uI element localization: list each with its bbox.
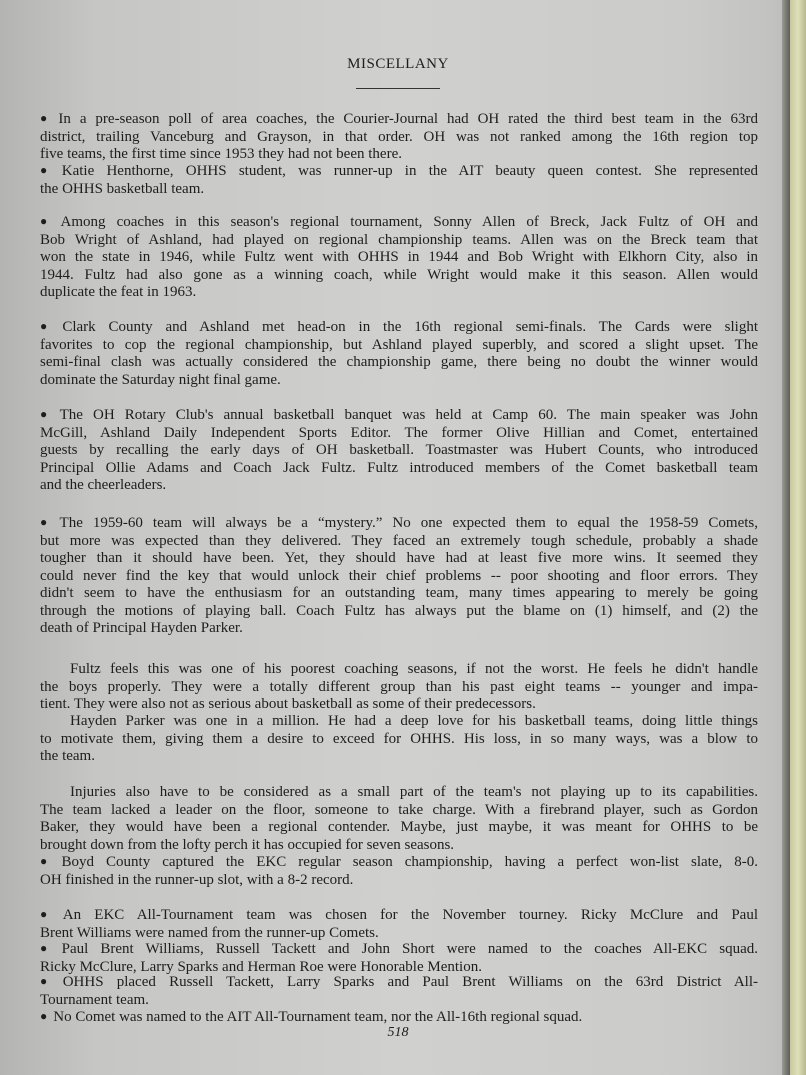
book-cover-edge xyxy=(790,0,806,1075)
text-line xyxy=(40,974,758,992)
bullet-icon: ● xyxy=(40,111,53,125)
line-text: tougher than it should have been. Yet, they should have had at least five more wins. It seemed they xyxy=(40,550,758,566)
text-line xyxy=(40,802,758,820)
text-line xyxy=(40,249,758,267)
text-line xyxy=(40,568,758,586)
line-text: An EKC All-Tournament team was chosen for the November tourney. Ricky McClure and Paul xyxy=(62,907,758,923)
text-line xyxy=(40,784,758,802)
line-text: The team lacked a leader on the floor, someone to take charge. With a firebrand player, such as Gordon xyxy=(40,801,758,818)
line-text: the team. xyxy=(40,748,95,764)
bullet-item xyxy=(40,111,758,164)
line-text: Tournament team. xyxy=(40,991,149,1008)
line-text: McGill, Ashland Daily Independent Sports Editor. The former Olive Hillian and Comet, entertained xyxy=(40,424,758,441)
bullet-icon: ● xyxy=(40,319,57,333)
bullet-item xyxy=(40,515,758,638)
line-text: In a pre-season poll of area coaches, the Courier-Journal had OH rated the third best team in the 63rd xyxy=(58,111,759,127)
line-text: death of Principal Hayden Parker. xyxy=(40,620,243,636)
bullet-icon: ● xyxy=(40,515,54,529)
line-text: the boys properly. They were a totally different group than his past eight teams -- younger and impa- xyxy=(40,678,758,695)
text-line xyxy=(40,267,758,285)
text-line xyxy=(40,372,758,390)
text-line xyxy=(40,1009,758,1027)
line-text: Principal Ollie Adams and Coach Jack Fultz. Fultz introduced members of the Comet basketball team xyxy=(40,459,758,476)
bullet-item xyxy=(40,163,758,198)
bullet-item xyxy=(40,319,758,389)
line-text: Among coaches in this season's regional tournament, Sonny Allen of Breck, Jack Fultz of OH and xyxy=(60,214,758,230)
line-text: Boyd County captured the EKC regular season championship, having a perfect won-list slate, 8-0. xyxy=(61,854,758,870)
text-line xyxy=(40,748,758,766)
text-line xyxy=(40,425,758,443)
page-title: MISCELLANY xyxy=(347,56,449,72)
line-text: didn't seem to have the enthusiasm for an outstanding team, many times appearing to merely be going xyxy=(40,585,758,601)
line-text: Paul Brent Williams, Russell Tackett and John Short were named to the coaches All-EKC squad. xyxy=(61,941,758,957)
line-text: Fultz feels this was one of his poorest coaching seasons, if not the worst. He feels he didn't handle xyxy=(70,661,758,677)
paragraph xyxy=(40,784,758,854)
line-text: semi-final clash was actually considered the championship game, there being no doubt the winner would xyxy=(40,354,758,370)
text-line xyxy=(40,872,758,890)
text-line xyxy=(40,585,758,603)
text-line xyxy=(40,837,758,855)
bullet-icon: ● xyxy=(40,163,56,177)
text-line xyxy=(40,232,758,250)
line-text: Katie Henthorne, OHHS student, was runner-up in the AIT beauty queen contest. She represented xyxy=(61,163,759,179)
text-line xyxy=(40,407,758,425)
line-text: The 1959-60 team will always be a “mystery.” No one expected them to equal the 1958-59 Comets, xyxy=(59,515,758,531)
line-text: Injuries also have to be considered as a small part of the team's not playing up to its capabilities. xyxy=(70,784,758,800)
text-line xyxy=(40,550,758,568)
line-text: Brent Williams were named from the runner-up Comets. xyxy=(40,924,379,941)
line-text: brought down from the lofty perch it has occupied for seven seasons. xyxy=(40,836,455,853)
bullet-icon: ● xyxy=(40,214,55,228)
page-number: 518 xyxy=(387,1025,409,1040)
bullet-icon: ● xyxy=(40,1009,48,1023)
text-line xyxy=(40,354,758,372)
text-line xyxy=(40,214,758,232)
text-line xyxy=(40,284,758,302)
line-text: could never find the key that would unlock their chief problems -- poor shooting and floor errors. They xyxy=(40,567,758,584)
line-text: and the cheerleaders. xyxy=(40,477,167,493)
text-line xyxy=(40,163,758,181)
line-text: Hayden Parker was one in a million. He had a deep love for his basketball teams, doing little things xyxy=(70,713,758,729)
text-line xyxy=(40,620,758,638)
text-line xyxy=(40,111,758,129)
text-line xyxy=(40,941,758,959)
line-text: Ricky McClure, Larry Sparks and Herman Roe were Honorable Mention. xyxy=(40,958,482,975)
bullet-item xyxy=(40,854,758,889)
line-text: the OHHS basketball team. xyxy=(40,180,205,197)
text-line xyxy=(40,442,758,460)
text-line xyxy=(40,146,758,164)
line-text: district, trailing Vanceburg and Grayson, in that order. OH was not ranked among the 16th region top xyxy=(40,128,758,145)
line-text: OHHS placed Russell Tackett, Larry Sparks and Paul Brent Williams on the 63rd District All- xyxy=(62,974,759,990)
line-text: but more was expected than they delivered. They faced an extremely tough schedule, probably a shade xyxy=(40,532,758,549)
text-line xyxy=(40,319,758,337)
text-line xyxy=(40,515,758,533)
book-edge-shadow xyxy=(782,0,790,1075)
text-line xyxy=(40,533,758,551)
text-line xyxy=(40,925,758,943)
line-text: No Comet was named to the AIT All-Tournament team, nor the All-16th regional squad. xyxy=(53,1009,583,1025)
text-line xyxy=(40,907,758,925)
text-line xyxy=(40,696,758,714)
text-line xyxy=(40,460,758,478)
text-line xyxy=(40,679,758,697)
bullet-icon: ● xyxy=(40,974,57,988)
text-line xyxy=(40,731,758,749)
line-text: Baker, they would have been a regional contender. Maybe, just maybe, it was meant for OHHS to be xyxy=(40,819,758,835)
line-text: 1944. Fultz had also gone as a winning coach, while Wright would make it this season. Allen would xyxy=(40,266,758,283)
text-line xyxy=(40,129,758,147)
bullet-icon: ● xyxy=(40,407,54,421)
line-text: favorites to cop the regional championship, but Ashland played superbly, and scored a slight upset. The xyxy=(40,336,758,353)
line-text: dominate the Saturday night final game. xyxy=(40,371,281,388)
bullet-item xyxy=(40,907,758,942)
paragraph xyxy=(40,661,758,714)
text-line xyxy=(40,854,758,872)
line-text: duplicate the feat in 1963. xyxy=(40,284,197,300)
bullet-item xyxy=(40,941,758,976)
line-text: tient. They were also not as serious about basketball as some of their predecessors. xyxy=(40,696,536,712)
bullet-item xyxy=(40,974,758,1009)
line-text: through the motions of playing ball. Coach Fultz has always put the blame on (1) himself, and (2) the xyxy=(40,602,758,619)
text-line xyxy=(40,819,758,837)
bullet-item xyxy=(40,407,758,495)
text-line xyxy=(40,181,758,199)
bullet-icon: ● xyxy=(40,941,56,955)
bullet-icon: ● xyxy=(40,907,57,921)
line-text: The OH Rotary Club's annual basketball banquet was held at Camp 60. The main speaker was John xyxy=(59,407,758,423)
text-line xyxy=(40,337,758,355)
line-text: Clark County and Ashland met head-on in the 16th regional semi-finals. The Cards were slight xyxy=(62,319,759,335)
text-line xyxy=(40,992,758,1010)
line-text: five teams, the first time since 1953 they had not been there. xyxy=(40,146,402,162)
text-line xyxy=(40,477,758,495)
text-line xyxy=(40,661,758,679)
paragraph xyxy=(40,713,758,766)
bullet-item xyxy=(40,214,758,302)
text-line xyxy=(40,603,758,621)
bullet-icon: ● xyxy=(40,854,56,868)
title-divider xyxy=(356,88,440,89)
text-line xyxy=(40,713,758,731)
line-text: OH finished in the runner-up slot, with a 8-2 record. xyxy=(40,871,354,888)
bullet-item xyxy=(40,1009,758,1027)
line-text: to motivate them, giving them a desire to exceed for OHHS. His loss, in so many ways, was a blow to xyxy=(40,730,758,747)
line-text: guests by recalling the early days of OH basketball. Toastmaster was Hubert Counts, who introduced xyxy=(40,442,758,458)
line-text: Bob Wright of Ashland, had played on regional championship teams. Allen was on the Breck team that xyxy=(40,231,758,248)
line-text: won the state in 1946, while Fultz went with OHHS in 1944 and Bob Wright with Elkhorn City, also in xyxy=(40,249,758,265)
